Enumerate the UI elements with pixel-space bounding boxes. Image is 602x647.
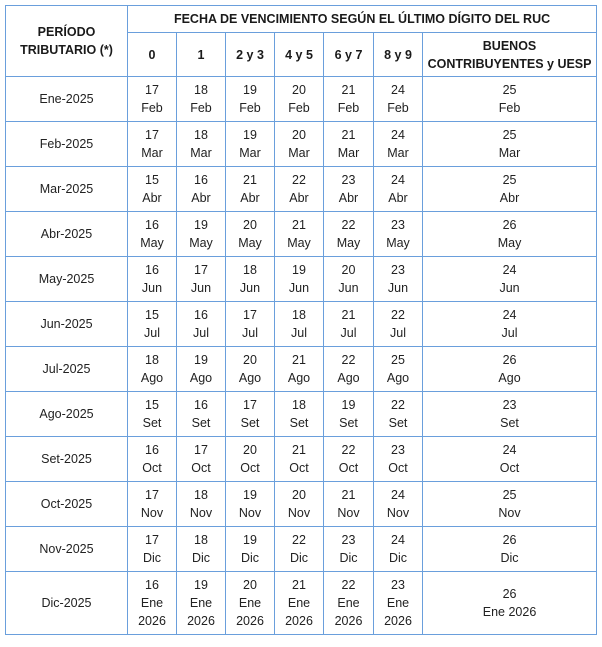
due-day: 18 — [194, 488, 208, 502]
due-day: 24 — [502, 443, 517, 457]
due-month: Nov — [140, 506, 164, 520]
period-column-header — [6, 6, 128, 77]
due-date-cell — [226, 167, 275, 212]
due-day: 26 — [502, 533, 517, 547]
due-month: Dic — [142, 551, 162, 565]
due-date-cell — [275, 392, 324, 437]
due-date-cell — [177, 122, 226, 167]
due-month: Nov — [337, 506, 360, 520]
digit-header-0: 0 — [128, 33, 177, 77]
period-cell: Ago-2025 — [6, 392, 128, 437]
due-date-cell — [128, 302, 177, 347]
due-month: Dic — [240, 551, 260, 565]
tax-due-date-table — [5, 5, 597, 635]
digit-header-1: 1 — [177, 33, 226, 77]
due-date-cell — [177, 77, 226, 122]
due-date-cell — [226, 482, 275, 527]
buenos-contribuyentes-cell — [423, 572, 597, 635]
due-day: 19 — [243, 488, 257, 502]
due-day: 19 — [194, 218, 208, 232]
due-day: 20 — [292, 488, 306, 502]
due-date-cell — [177, 167, 226, 212]
due-day: 20 — [243, 443, 257, 457]
due-date-cell — [275, 257, 324, 302]
due-month: May — [497, 236, 522, 250]
due-month: Mar — [387, 146, 409, 160]
due-date-cell — [324, 482, 374, 527]
period-cell: Dic-2025 — [6, 572, 128, 635]
due-month: Jun — [190, 281, 212, 295]
due-day: 22 — [391, 308, 405, 322]
due-month: Feb — [337, 101, 360, 115]
due-date-cell — [324, 212, 374, 257]
due-date-cell — [275, 347, 324, 392]
due-year: 2026 — [285, 614, 313, 628]
due-day: 25 — [502, 173, 517, 187]
due-date-cell — [177, 482, 226, 527]
due-day: 24 — [502, 308, 517, 322]
due-day: 23 — [341, 173, 356, 187]
due-day: 19 — [243, 128, 257, 142]
due-month: Jul — [193, 326, 209, 340]
due-month: Abr — [388, 191, 408, 205]
due-month: Set — [339, 416, 358, 430]
due-day: 24 — [391, 83, 405, 97]
due-day: 20 — [243, 578, 257, 592]
due-month: Ago — [386, 371, 410, 385]
due-month: Jun — [338, 281, 359, 295]
due-month: Dic — [339, 551, 358, 565]
period-cell: Mar-2025 — [6, 167, 128, 212]
due-day: 22 — [391, 398, 405, 412]
due-month: Feb — [498, 101, 521, 115]
due-month: Feb — [288, 101, 310, 115]
due-day: 22 — [341, 578, 356, 592]
due-month: Abr — [191, 191, 211, 205]
due-month: Nov — [238, 506, 262, 520]
due-day: 24 — [391, 128, 405, 142]
due-day: 23 — [391, 578, 405, 592]
table-row — [6, 572, 597, 635]
due-date-cell — [374, 572, 423, 635]
due-day: 15 — [145, 173, 159, 187]
due-month: May — [336, 236, 361, 250]
due-day: 24 — [502, 263, 517, 277]
due-month: Ene — [337, 596, 360, 610]
due-day: 18 — [292, 308, 306, 322]
due-day: 26 — [502, 353, 517, 367]
due-day: 23 — [391, 443, 405, 457]
buenos-contribuyentes-cell — [423, 347, 597, 392]
due-month: Ago — [498, 371, 521, 385]
period-cell: Jun-2025 — [6, 302, 128, 347]
due-day: 16 — [194, 308, 208, 322]
due-day: 16 — [145, 263, 159, 277]
table-body — [6, 77, 597, 635]
due-date-cell — [128, 167, 177, 212]
due-day: 17 — [243, 308, 257, 322]
due-month: Mar — [288, 146, 310, 160]
due-day: 19 — [341, 398, 356, 412]
table-row — [6, 437, 597, 482]
period-cell: Set-2025 — [6, 437, 128, 482]
table-row — [6, 482, 597, 527]
due-month: Nov — [498, 506, 521, 520]
due-month: Nov — [189, 506, 213, 520]
due-day: 18 — [194, 128, 208, 142]
due-date-cell — [128, 257, 177, 302]
due-day: 22 — [292, 533, 306, 547]
due-month: Jul — [340, 326, 357, 340]
digit-header-2-3: 2 y 3 — [226, 33, 275, 77]
due-month: Jul — [291, 326, 307, 340]
due-month: Ene — [189, 596, 213, 610]
due-date-cell — [226, 347, 275, 392]
due-date-cell — [374, 212, 423, 257]
due-day: 24 — [391, 533, 405, 547]
due-month: Oct — [338, 461, 359, 475]
due-month: Abr — [338, 191, 359, 205]
table-row — [6, 527, 597, 572]
due-date-cell — [324, 437, 374, 482]
due-date-cell — [374, 167, 423, 212]
table-row — [6, 212, 597, 257]
due-date-cell — [177, 572, 226, 635]
table-row — [6, 257, 597, 302]
buenos-header-line1: BUENOS — [482, 38, 537, 53]
table-row — [6, 77, 597, 122]
due-month: Jun — [499, 281, 520, 295]
due-day: 21 — [292, 578, 306, 592]
due-day: 21 — [243, 173, 257, 187]
due-date-cell — [128, 437, 177, 482]
due-month: Dic — [191, 551, 211, 565]
due-month: Set — [500, 416, 519, 430]
due-date-cell — [374, 257, 423, 302]
due-day: 25 — [502, 488, 517, 502]
due-month: Set — [289, 416, 309, 430]
table-row — [6, 167, 597, 212]
due-month: Feb — [141, 101, 163, 115]
buenos-contribuyentes-cell — [423, 167, 597, 212]
buenos-contribuyentes-cell — [423, 392, 597, 437]
due-date-cell — [275, 302, 324, 347]
due-month: Mar — [190, 146, 212, 160]
table-row — [6, 347, 597, 392]
due-date-cell — [177, 527, 226, 572]
due-day: 20 — [292, 128, 306, 142]
due-month: Jun — [239, 281, 261, 295]
due-month: Ago — [238, 371, 262, 385]
due-day: 22 — [341, 353, 356, 367]
due-day: 26 — [502, 587, 517, 601]
due-month: Nov — [386, 506, 410, 520]
due-month: Oct — [388, 461, 408, 475]
due-day: 26 — [502, 218, 517, 232]
due-month: Feb — [387, 101, 409, 115]
due-month: Dic — [500, 551, 519, 565]
due-day: 21 — [292, 218, 306, 232]
buenos-contribuyentes-cell — [423, 302, 597, 347]
due-month: Mar — [498, 146, 521, 160]
due-month: Mar — [239, 146, 261, 160]
due-month: Ene 2026 — [482, 605, 537, 619]
due-day: 16 — [145, 218, 159, 232]
due-month: May — [140, 236, 164, 250]
due-date-cell — [226, 77, 275, 122]
due-day: 19 — [292, 263, 306, 277]
due-month: May — [287, 236, 311, 250]
due-date-cell — [128, 347, 177, 392]
due-date-cell — [374, 392, 423, 437]
due-day: 16 — [145, 443, 159, 457]
due-date-cell — [128, 527, 177, 572]
due-day: 16 — [194, 398, 208, 412]
due-date-cell — [226, 302, 275, 347]
due-day: 23 — [341, 533, 356, 547]
due-date-cell — [275, 437, 324, 482]
due-date-cell — [324, 392, 374, 437]
due-day: 22 — [292, 173, 306, 187]
due-day: 18 — [145, 353, 159, 367]
due-day: 15 — [145, 398, 159, 412]
period-cell: Ene-2025 — [6, 77, 128, 122]
due-month: Set — [191, 416, 211, 430]
due-year: 2026 — [138, 614, 166, 628]
buenos-contribuyentes-cell — [423, 482, 597, 527]
due-date-cell — [226, 527, 275, 572]
due-date-cell — [324, 527, 374, 572]
period-header-line2: TRIBUTARIO (*) — [20, 43, 113, 57]
due-day: 25 — [391, 353, 405, 367]
due-month: Jul — [390, 326, 406, 340]
due-date-cell — [177, 347, 226, 392]
due-day: 21 — [341, 128, 356, 142]
due-day: 17 — [145, 128, 159, 142]
due-date-cell — [275, 212, 324, 257]
period-cell: Jul-2025 — [6, 347, 128, 392]
due-date-cell — [226, 212, 275, 257]
due-month: Ene — [287, 596, 311, 610]
due-date-cell — [177, 257, 226, 302]
header-row-top — [6, 6, 597, 33]
due-day: 22 — [341, 218, 356, 232]
due-month: Ene — [386, 596, 410, 610]
due-date-cell — [128, 392, 177, 437]
due-day: 21 — [341, 308, 356, 322]
due-date-cell — [374, 122, 423, 167]
due-month: Mar — [141, 146, 163, 160]
due-date-cell — [275, 77, 324, 122]
buenos-contribuyentes-cell — [423, 212, 597, 257]
due-month: Set — [142, 416, 162, 430]
due-month: Oct — [499, 461, 520, 475]
table-row — [6, 392, 597, 437]
buenos-header-line2: CONTRIBUYENTES y UESP — [427, 56, 592, 71]
digit-header-4-5: 4 y 5 — [275, 33, 324, 77]
due-month: Ene — [140, 596, 164, 610]
table-row — [6, 122, 597, 167]
due-day: 17 — [243, 398, 257, 412]
due-year: 2026 — [236, 614, 264, 628]
period-cell: Nov-2025 — [6, 527, 128, 572]
due-month: Set — [388, 416, 408, 430]
due-month: Mar — [337, 146, 360, 160]
due-month: Nov — [287, 506, 311, 520]
due-day: 21 — [292, 353, 306, 367]
digit-header-8-9: 8 y 9 — [374, 33, 423, 77]
due-date-cell — [275, 122, 324, 167]
due-day: 15 — [145, 308, 159, 322]
due-date-cell — [374, 347, 423, 392]
due-day: 18 — [194, 533, 208, 547]
due-date-cell — [128, 572, 177, 635]
due-year: 2026 — [334, 614, 363, 628]
due-day: 20 — [292, 83, 306, 97]
due-day: 17 — [194, 443, 208, 457]
due-day: 21 — [341, 83, 356, 97]
due-month: Jun — [141, 281, 163, 295]
due-date-cell — [324, 347, 374, 392]
due-date-cell — [324, 77, 374, 122]
due-day: 19 — [243, 83, 257, 97]
due-date-cell — [324, 572, 374, 635]
period-cell: Abr-2025 — [6, 212, 128, 257]
due-day: 19 — [243, 533, 257, 547]
due-date-cell — [275, 527, 324, 572]
due-day: 20 — [243, 353, 257, 367]
due-month: May — [386, 236, 410, 250]
due-month: Feb — [190, 101, 212, 115]
due-date-cell — [128, 77, 177, 122]
due-month: Oct — [191, 461, 211, 475]
due-month: Ago — [337, 371, 360, 385]
due-date-cell — [374, 527, 423, 572]
due-date-cell — [226, 257, 275, 302]
due-date-cell — [275, 572, 324, 635]
due-date-group-header: FECHA DE VENCIMIENTO SEGÚN EL ÚLTIMO DÍGITO DEL RUC — [128, 6, 597, 33]
due-day: 25 — [502, 83, 517, 97]
due-date-cell — [374, 302, 423, 347]
due-month: Jul — [144, 326, 160, 340]
due-date-cell — [275, 482, 324, 527]
buenos-contribuyentes-cell — [423, 527, 597, 572]
due-month: Jun — [288, 281, 310, 295]
due-month: Abr — [289, 191, 309, 205]
due-date-cell — [374, 482, 423, 527]
due-date-cell — [226, 437, 275, 482]
due-month: Ago — [287, 371, 311, 385]
due-date-cell — [128, 482, 177, 527]
due-date-cell — [177, 437, 226, 482]
due-day: 17 — [145, 533, 159, 547]
due-date-cell — [226, 392, 275, 437]
due-day: 21 — [341, 488, 356, 502]
due-date-cell — [374, 437, 423, 482]
due-month: Jul — [501, 326, 518, 340]
due-day: 24 — [391, 173, 405, 187]
due-day: 17 — [194, 263, 208, 277]
period-cell: Oct-2025 — [6, 482, 128, 527]
due-day: 17 — [145, 488, 159, 502]
due-month: Dic — [289, 551, 309, 565]
due-date-cell — [177, 212, 226, 257]
due-date-cell — [324, 257, 374, 302]
due-day: 23 — [391, 218, 405, 232]
due-date-cell — [324, 302, 374, 347]
due-date-cell — [374, 77, 423, 122]
due-year: 2026 — [384, 614, 412, 628]
due-day: 16 — [194, 173, 208, 187]
due-month: Ene — [238, 596, 262, 610]
table-row — [6, 302, 597, 347]
due-month: Set — [240, 416, 260, 430]
due-month: May — [189, 236, 213, 250]
period-cell: Feb-2025 — [6, 122, 128, 167]
due-month: May — [238, 236, 262, 250]
due-day: 20 — [243, 218, 257, 232]
due-day: 18 — [243, 263, 257, 277]
due-date-cell — [324, 167, 374, 212]
period-header-line1: PERÍODO — [37, 25, 96, 39]
due-date-cell — [128, 122, 177, 167]
due-month: Ago — [140, 371, 164, 385]
due-month: Abr — [499, 191, 520, 205]
due-month: Dic — [388, 551, 408, 565]
due-day: 23 — [391, 263, 405, 277]
due-date-cell — [226, 572, 275, 635]
due-date-cell — [128, 212, 177, 257]
due-day: 25 — [502, 128, 517, 142]
due-month: Jul — [242, 326, 258, 340]
buenos-contribuyentes-cell — [423, 257, 597, 302]
due-date-cell — [177, 392, 226, 437]
due-month: Jun — [387, 281, 409, 295]
due-month: Oct — [289, 461, 309, 475]
due-date-cell — [275, 167, 324, 212]
due-month: Abr — [240, 191, 260, 205]
due-day: 22 — [341, 443, 356, 457]
due-day: 20 — [341, 263, 356, 277]
due-month: Abr — [142, 191, 162, 205]
due-month: Ago — [189, 371, 213, 385]
due-day: 18 — [194, 83, 208, 97]
due-date-cell — [177, 302, 226, 347]
due-date-cell — [226, 122, 275, 167]
due-date-cell — [324, 122, 374, 167]
due-day: 19 — [194, 353, 208, 367]
buenos-contribuyentes-cell — [423, 122, 597, 167]
digit-header-6-7: 6 y 7 — [324, 33, 374, 77]
buenos-contribuyentes-header — [423, 33, 597, 77]
due-year: 2026 — [187, 614, 215, 628]
due-month: Oct — [142, 461, 162, 475]
buenos-contribuyentes-cell — [423, 437, 597, 482]
period-cell: May-2025 — [6, 257, 128, 302]
due-month: Oct — [240, 461, 260, 475]
due-day: 23 — [502, 398, 517, 412]
due-day: 21 — [292, 443, 306, 457]
due-day: 17 — [145, 83, 159, 97]
due-month: Feb — [239, 101, 261, 115]
buenos-contribuyentes-cell — [423, 77, 597, 122]
due-day: 19 — [194, 578, 208, 592]
due-day: 24 — [391, 488, 405, 502]
due-day: 18 — [292, 398, 306, 412]
due-day: 16 — [145, 578, 159, 592]
